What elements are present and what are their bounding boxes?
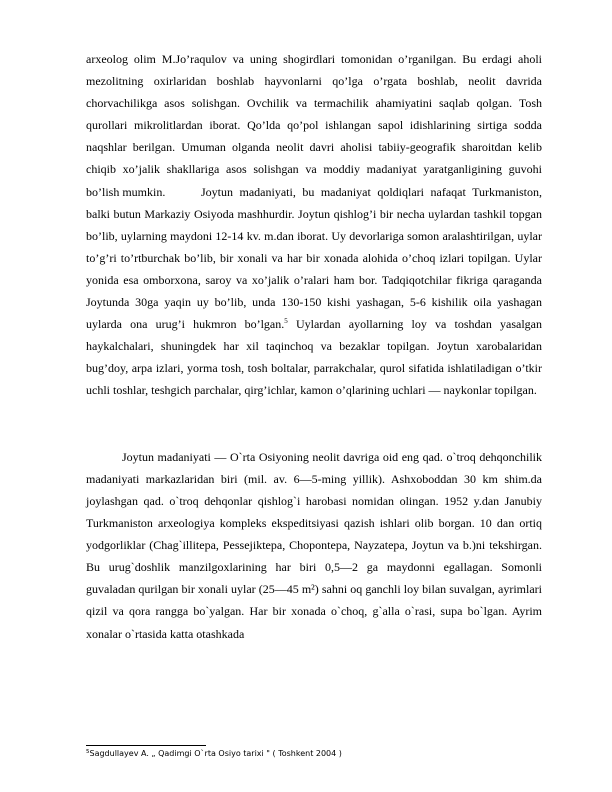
footnote-number: 5 bbox=[86, 749, 90, 755]
footnote bbox=[86, 748, 342, 759]
paragraph-joytun-settlement: Joytun madaniyati, bu madaniyat qoldiqlari nafaqat Turkmaniston, balki butun Markaziy Osiyoda mashhurdir. Joytun qishlog’i bir necha uylardan tashkil topgan bo’lib, uylarning maydoni 12-14 kv. m.dan iborat. Uy devorlariga somon aralashtirilgan, uylar to’g’ri to’rtburchak bo’lib, bir xonali va har bir xonada alohida o’choq izlari topilgan. Uylar yonida esa omborxona, saroy va xo’jalik o’ralari ham bor. Tadqiqotchilar fikriga qaraganda Joytunda 30ga yaqin uy bo’lib, unda 130-150 kishi yashagan, 5-6 kishilik oila yashagan uylarda ona urug’i hukmron bo’lgan.$^5$ Uylardan ayollarning loy va toshdan yasalgan haykalchalari, shuningdek har xil taqinchoq va bezaklar topilgan. Joytun xarobalaridan bug’doy, arpa izlari, yorma tosh, tosh boltalar, parrakchalar, qurol sifatida ishlatiladigan o’tkir uchli toshlar, teshgich parchalar, qirg’ichlar, kamon o’qlarining uchlari — naykonlar topilgan. bbox=[86, 184, 543, 398]
paragraph-joytun-culture: Joytun madaniyati — O`rta Osiyoning neolit davriga oid eng qad. o`troq dehqonchilik madaniyati markazlaridan biri (mil. av. 6—5-ming yillik). Ashxoboddan 30 km shim.da joylashgan qad. o`troq dehqonlar qishlog`i harobasi nomidan olingan. 1952 y.dan Janubiy Turkmaniston arxeologiya kompleks ekspeditsiyasi qazish ishlari olib borgan. 10 dan ortiq yodgorliklar (Chag`illitepa, Pessejiktepa, Chopontepa, Nayzatepa, Joytun va b.)ni tekshirgan. Bu urug`doshlik manzilgoxlarining har biri 0,5—2 ga maydonni egallagan. Somonli guvaladan qurilgan bir xonali uylar (25—45 m²) sahni oq ganchli loy bilan suvalgan, ayrimlari qizil va qora rangga bo`yalgan. Har bir xonada o`choq, g`alla o`rasi, supa bo`lgan. Ayrim xonalar o`rtasida katta otashkada bbox=[86, 449, 542, 641]
footnote-reference[interactable]: 5 bbox=[284, 317, 288, 326]
paragraph-neolithic-summary: arxeolog olim M.Jo’raqulov va uning shogirdlari tomonidan o’rganilgan. Bu erdagi aholi mezolitning oxirlaridan boshlab hayvonlarni qo’lga o’rgata boshlab, neolit davrida chorvachilikga asos solishgan. Ovchilik va termachilik ahamiyatini saqlab qolgan. Tosh qurollari mikrolitlardan iborat. Qo’lda qo’pol ishlangan sapol idishlarining sirtiga sodda naqshlar berilgan. Umuman olganda neolit davri aholisi tabiiy-geografik sharoitdan kelib chiqib xo’jalik shakllariga asos solishgan va moddiy madaniyat yaratganligining guvohi bo’lish mumkin. bbox=[86, 52, 542, 199]
footnote-text: Sagdullayev A. „ Qadimgi O`rta Osiyo tarixi " ( Toshkent 2004 ) bbox=[89, 749, 342, 758]
footnote-separator bbox=[86, 745, 206, 746]
